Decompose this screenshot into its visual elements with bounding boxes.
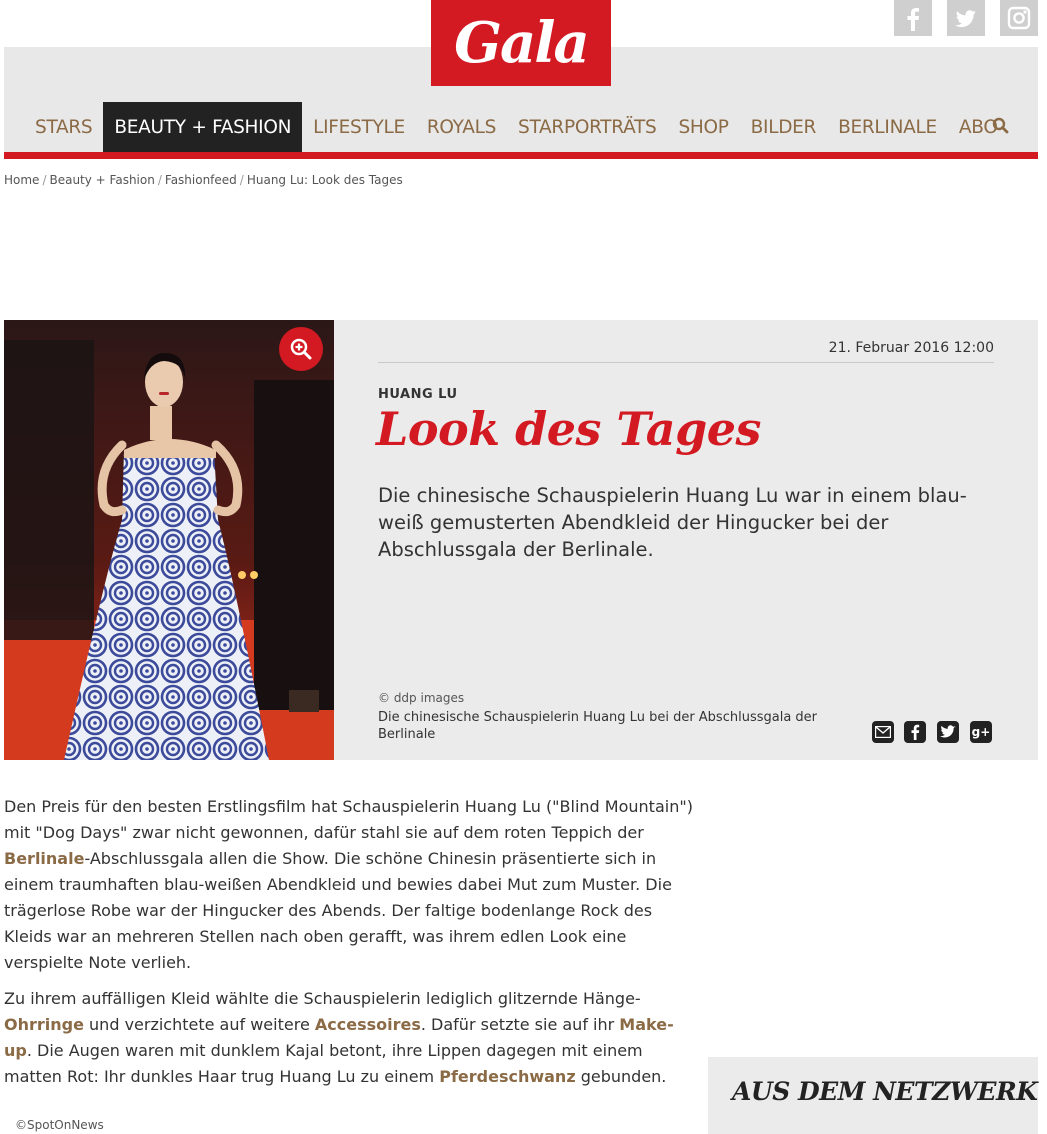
text-run: -Abschlussgala allen die Show. Die schöne Chinesin präsentierte sich in einem traumhaften blau-weißen Abendkleid und bewies dabei Mut zum Muster. Die trägerlose Robe war der Hingucker des Abends. Der faltige bodenlange Rock des Kleids war an mehreren Stellen nach oben gerafft, was ihrem edlen Look eine verspielte Note verlieh. — [4, 849, 672, 972]
breadcrumb-separator: / — [239, 173, 244, 187]
logo-text: Gala — [454, 10, 588, 76]
article-paragraph — [4, 794, 694, 976]
facebook-icon — [900, 5, 926, 31]
text-run: . Die Augen waren mit dunklem Kajal betont, ihre Lippen dagegen mit einem matten Rot: Ihr dunkles Haar trug Huang Lu zu einem — [4, 1041, 643, 1086]
breadcrumb-current: Huang Lu: Look des Tages — [246, 173, 403, 187]
search-icon[interactable] — [990, 115, 1012, 137]
article-kicker: HUANG LU — [378, 387, 458, 402]
article-paragraph — [4, 986, 694, 1090]
mail-icon — [875, 726, 891, 738]
nav-item-bilder[interactable]: BILDER — [750, 116, 817, 138]
photo-caption: Die chinesische Schauspielerin Huang Lu bei der Abschlussgala der Berlinale — [378, 710, 818, 742]
text-run: . Dafür setzte sie auf ihr — [420, 1015, 620, 1034]
hero-photo[interactable] — [4, 320, 334, 760]
twitter-icon — [953, 5, 979, 31]
hero-photo-illustration — [4, 320, 334, 760]
nav-item-shop[interactable]: SHOP — [678, 116, 729, 138]
share-twitter-button[interactable] — [937, 721, 959, 743]
share-facebook-button[interactable] — [904, 721, 926, 743]
breadcrumb-home[interactable]: Home — [4, 173, 40, 187]
breadcrumb — [4, 173, 403, 187]
article-body — [4, 794, 694, 1100]
zoom-in-icon — [287, 335, 315, 363]
facebook-icon — [909, 724, 921, 740]
twitter-top-button[interactable] — [947, 0, 985, 36]
text-run: gebunden. — [575, 1067, 667, 1086]
nav-item-berlinale[interactable]: BERLINALE — [838, 116, 937, 138]
nav-item-beauty-fashion[interactable]: BEAUTY + FASHION — [103, 102, 302, 152]
article-lead: Die chinesische Schauspielerin Huang Lu war in einem blau-weiß gemusterten Abendkleid der Hingucker bei der Abschlussgala der Berlinale. — [378, 484, 967, 561]
breadcrumb-beauty-fashion[interactable]: Beauty + Fashion — [49, 173, 155, 187]
text-run: Den Preis für den besten Erstlingsfilm hat Schauspielerin Huang Lu ("Blind Mountain") mit "Dog Days" zwar nicht gewonnen, dafür stahl sie auf dem roten Teppich der — [4, 797, 693, 842]
nav-item-abo[interactable]: ABO — [958, 116, 998, 138]
nav-item-royals[interactable]: ROYALS — [426, 116, 497, 138]
text-run: Zu ihrem auffälligen Kleid wählte die Schauspielerin lediglich glitzernde Hänge- — [4, 989, 641, 1008]
google-plus-icon: g+ — [971, 725, 991, 739]
link-pferdeschwanz[interactable]: Pferdeschwanz — [439, 1067, 576, 1086]
article-title: Look des Tages — [376, 402, 761, 456]
breadcrumb-separator: / — [157, 173, 162, 187]
share-google-plus-button[interactable] — [970, 721, 992, 743]
link-ohrringe[interactable]: Ohrringe — [4, 1015, 84, 1034]
network-teaser[interactable] — [708, 1057, 1038, 1134]
breadcrumb-separator: / — [42, 173, 47, 187]
nav-underline — [4, 152, 1038, 159]
twitter-icon — [940, 725, 956, 739]
link-make-up[interactable]: Make-up — [4, 1015, 674, 1060]
link-accessoires[interactable]: Accessoires — [314, 1015, 421, 1034]
instagram-icon — [1006, 5, 1032, 31]
network-title: AUS DEM NETZWERK — [732, 1077, 1038, 1106]
link-berlinale[interactable]: Berlinale — [4, 849, 85, 868]
text-run: und verzichtete auf weitere — [83, 1015, 315, 1034]
zoom-button[interactable] — [279, 327, 323, 371]
nav-item-starportraets[interactable]: STARPORTRÄTS — [518, 116, 657, 138]
main-navigation — [24, 102, 1009, 152]
article-hero — [4, 320, 1038, 760]
photo-credit: © ddp images — [378, 691, 465, 705]
copyright-note: ©SpotOnNews — [15, 1118, 104, 1132]
gala-logo[interactable] — [431, 0, 611, 86]
breadcrumb-fashionfeed[interactable]: Fashionfeed — [164, 173, 237, 187]
nav-item-lifestyle[interactable]: LIFESTYLE — [313, 116, 405, 138]
nav-item-stars[interactable]: STARS — [35, 116, 93, 138]
share-mail-button[interactable] — [872, 721, 894, 743]
facebook-top-button[interactable] — [894, 0, 932, 36]
article-date: 21. Februar 2016 12:00 — [378, 340, 994, 363]
instagram-top-button[interactable] — [1000, 0, 1038, 36]
